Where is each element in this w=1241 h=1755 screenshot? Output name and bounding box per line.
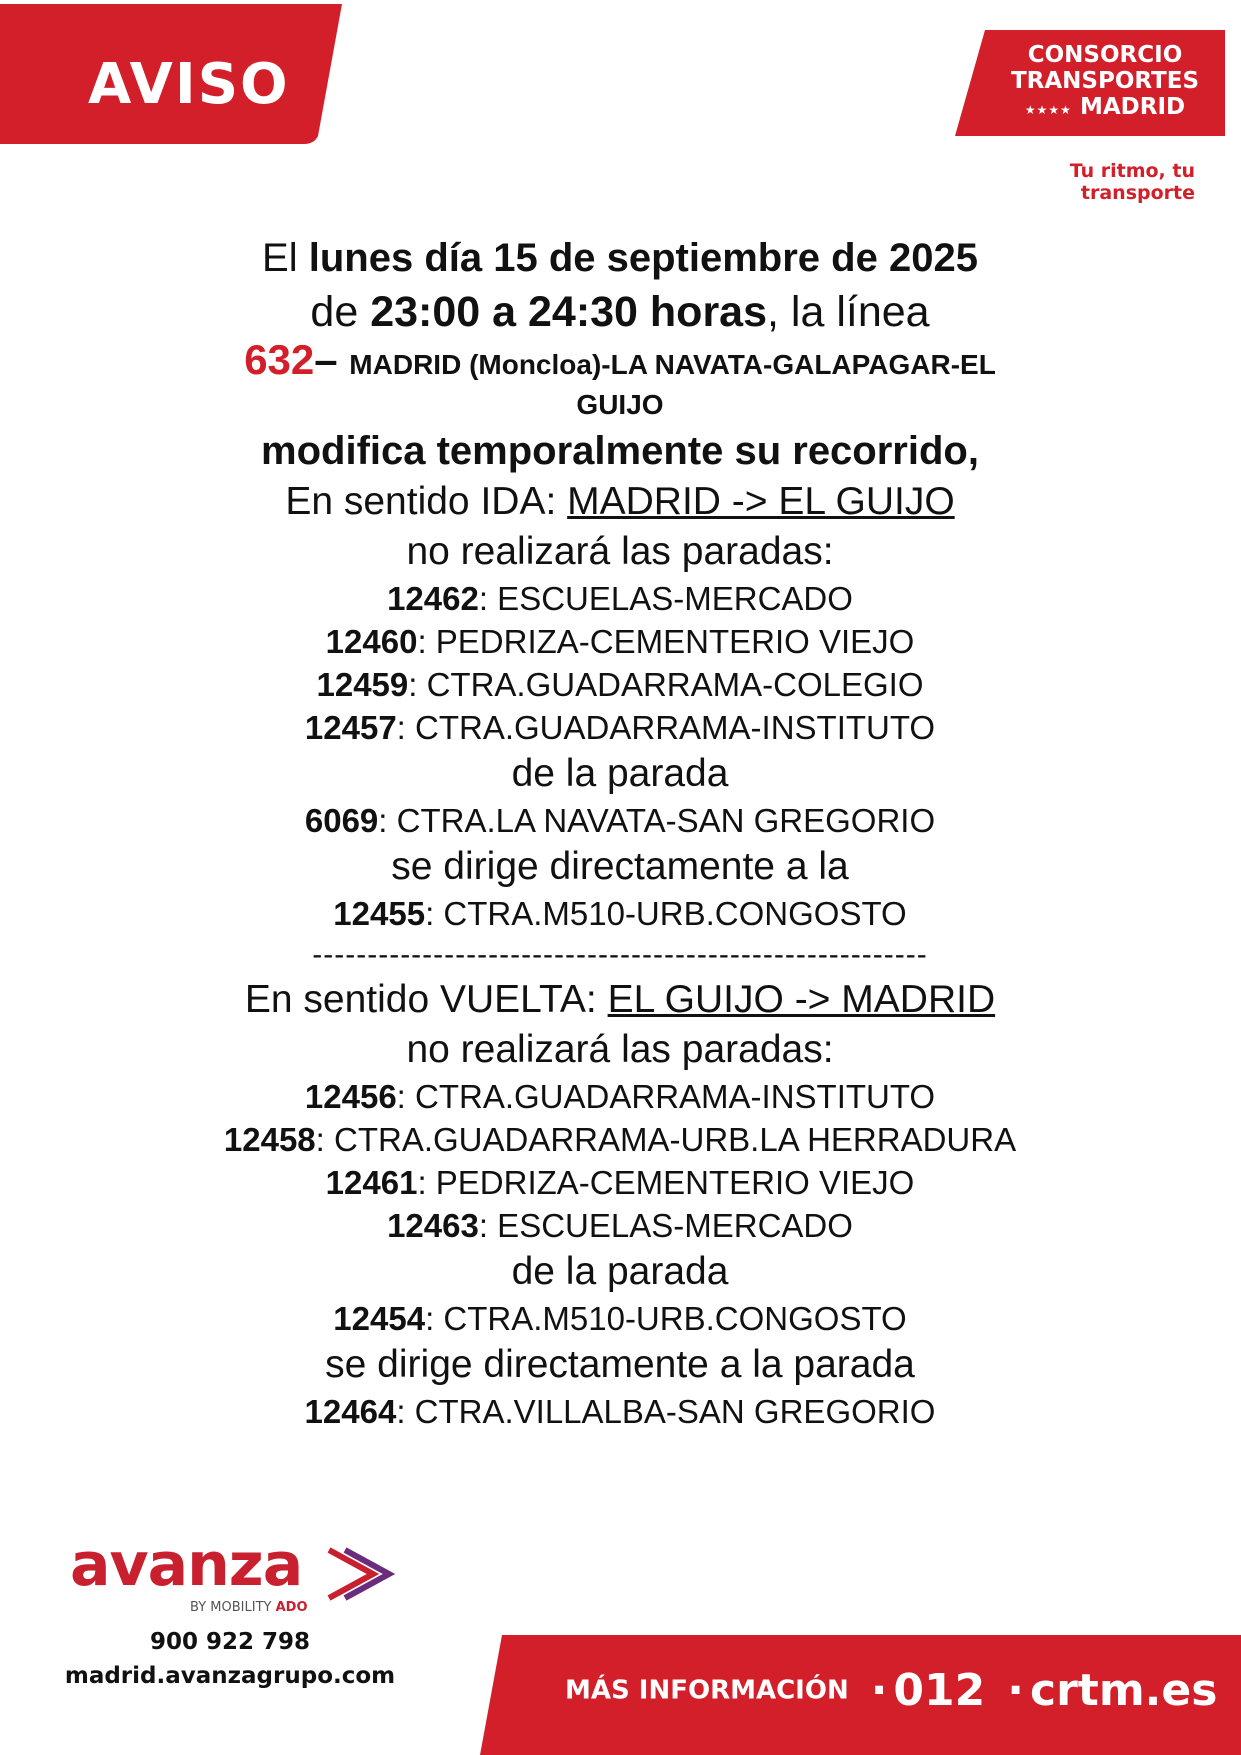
stop-item: 12461: PEDRIZA-CEMENTERIO VIEJO (325, 1164, 915, 1201)
ida-direction: En sentido IDA: MADRID -> EL GUIJO (285, 480, 955, 523)
more-info-label: MÁS INFORMACIÓN (565, 1675, 849, 1706)
crtm-stars-icon: ★★★★ (1024, 103, 1072, 117)
vuelta-skip-label: no realizará las paradas: (406, 1028, 834, 1071)
avanza-chevron-icon (325, 1544, 395, 1604)
stop-item: 12456: CTRA.GUADARRAMA-INSTITUTO (304, 1078, 936, 1115)
stop-item: 12458: CTRA.GUADARRAMA-URB.LA HERRADURA (223, 1121, 1017, 1158)
avanza-logo (70, 1530, 410, 1620)
ida-from-label: de la parada (511, 752, 729, 795)
crtm-slogan: Tu ritmo, tu transporte (1069, 160, 1195, 204)
vuelta-from-stop: 12454: CTRA.M510-URB.CONGOSTO (333, 1300, 907, 1337)
info-phone: 012 (893, 1665, 986, 1716)
dot-icon: · (870, 1665, 888, 1716)
stop-item: 12463: ESCUELAS-MERCADO (387, 1207, 853, 1244)
avanza-subtitle: BY MOBILITY ADO (190, 1600, 308, 1615)
operator-phone: 900 922 798 (149, 1629, 311, 1655)
route-line-cont: GUIJO (576, 389, 664, 420)
route-line: 632– MADRID (Moncloa)-LA NAVATA-GALAPAGAR-EL (244, 336, 996, 383)
vuelta-from-label: de la parada (511, 1250, 729, 1293)
vuelta-direction: En sentido VUELTA: EL GUIJO -> MADRID (244, 978, 996, 1021)
stop-item: 12460: PEDRIZA-CEMENTERIO VIEJO (325, 623, 915, 660)
more-info-content (565, 1665, 1217, 1716)
route-number: 632 (244, 336, 315, 383)
ida-skip-label: no realizará las paradas: (406, 530, 834, 573)
aviso-banner (0, 4, 380, 162)
route-name: MADRID (Moncloa)-LA NAVATA-GALAPAGAR-EL (349, 349, 996, 380)
stop-item: 12462: ESCUELAS-MERCADO (387, 580, 853, 617)
crtm-logo-line1: CONSORCIO (1027, 42, 1183, 68)
crtm-logo-text (985, 42, 1225, 123)
crtm-logo-line2: TRANSPORTES (1010, 68, 1200, 94)
stop-item: 12457: CTRA.GUADARRAMA-INSTITUTO (304, 709, 936, 746)
vuelta-to-label: se dirige directamente a la parada (325, 1343, 915, 1386)
notice-modifies: modifica temporalmente su recorrido, (261, 429, 979, 473)
stop-item: 12459: CTRA.GUADARRAMA-COLEGIO (316, 666, 924, 703)
more-info-bar (480, 1635, 1241, 1755)
ida-to-stop: 12455: CTRA.M510-URB.CONGOSTO (333, 895, 907, 932)
ida-from-stop: 6069: CTRA.LA NAVATA-SAN GREGORIO (304, 802, 936, 839)
dot-icon: · (1007, 1665, 1024, 1716)
vuelta-to-stop: 12464: CTRA.VILLALBA-SAN GREGORIO (304, 1393, 936, 1430)
operator-website: madrid.avanzagrupo.com (64, 1663, 396, 1689)
avanza-wordmark: avanza (70, 1530, 303, 1600)
crtm-logo-line3: ★★★★ MADRID (1024, 94, 1186, 120)
notice-body (120, 232, 1120, 1433)
notice-time-line: de 23:00 a 24:30 horas, la línea (310, 288, 930, 336)
operator-contact (40, 1625, 420, 1693)
section-separator: -------------------------------------------------------- (312, 938, 928, 971)
info-website: crtm.es (1030, 1665, 1218, 1716)
crtm-logo (955, 30, 1225, 145)
ida-to-label: se dirige directamente a la (391, 845, 849, 888)
notice-date-line: El lunes día 15 de septiembre de 2025 (262, 236, 978, 280)
aviso-title: AVISO (88, 52, 290, 117)
